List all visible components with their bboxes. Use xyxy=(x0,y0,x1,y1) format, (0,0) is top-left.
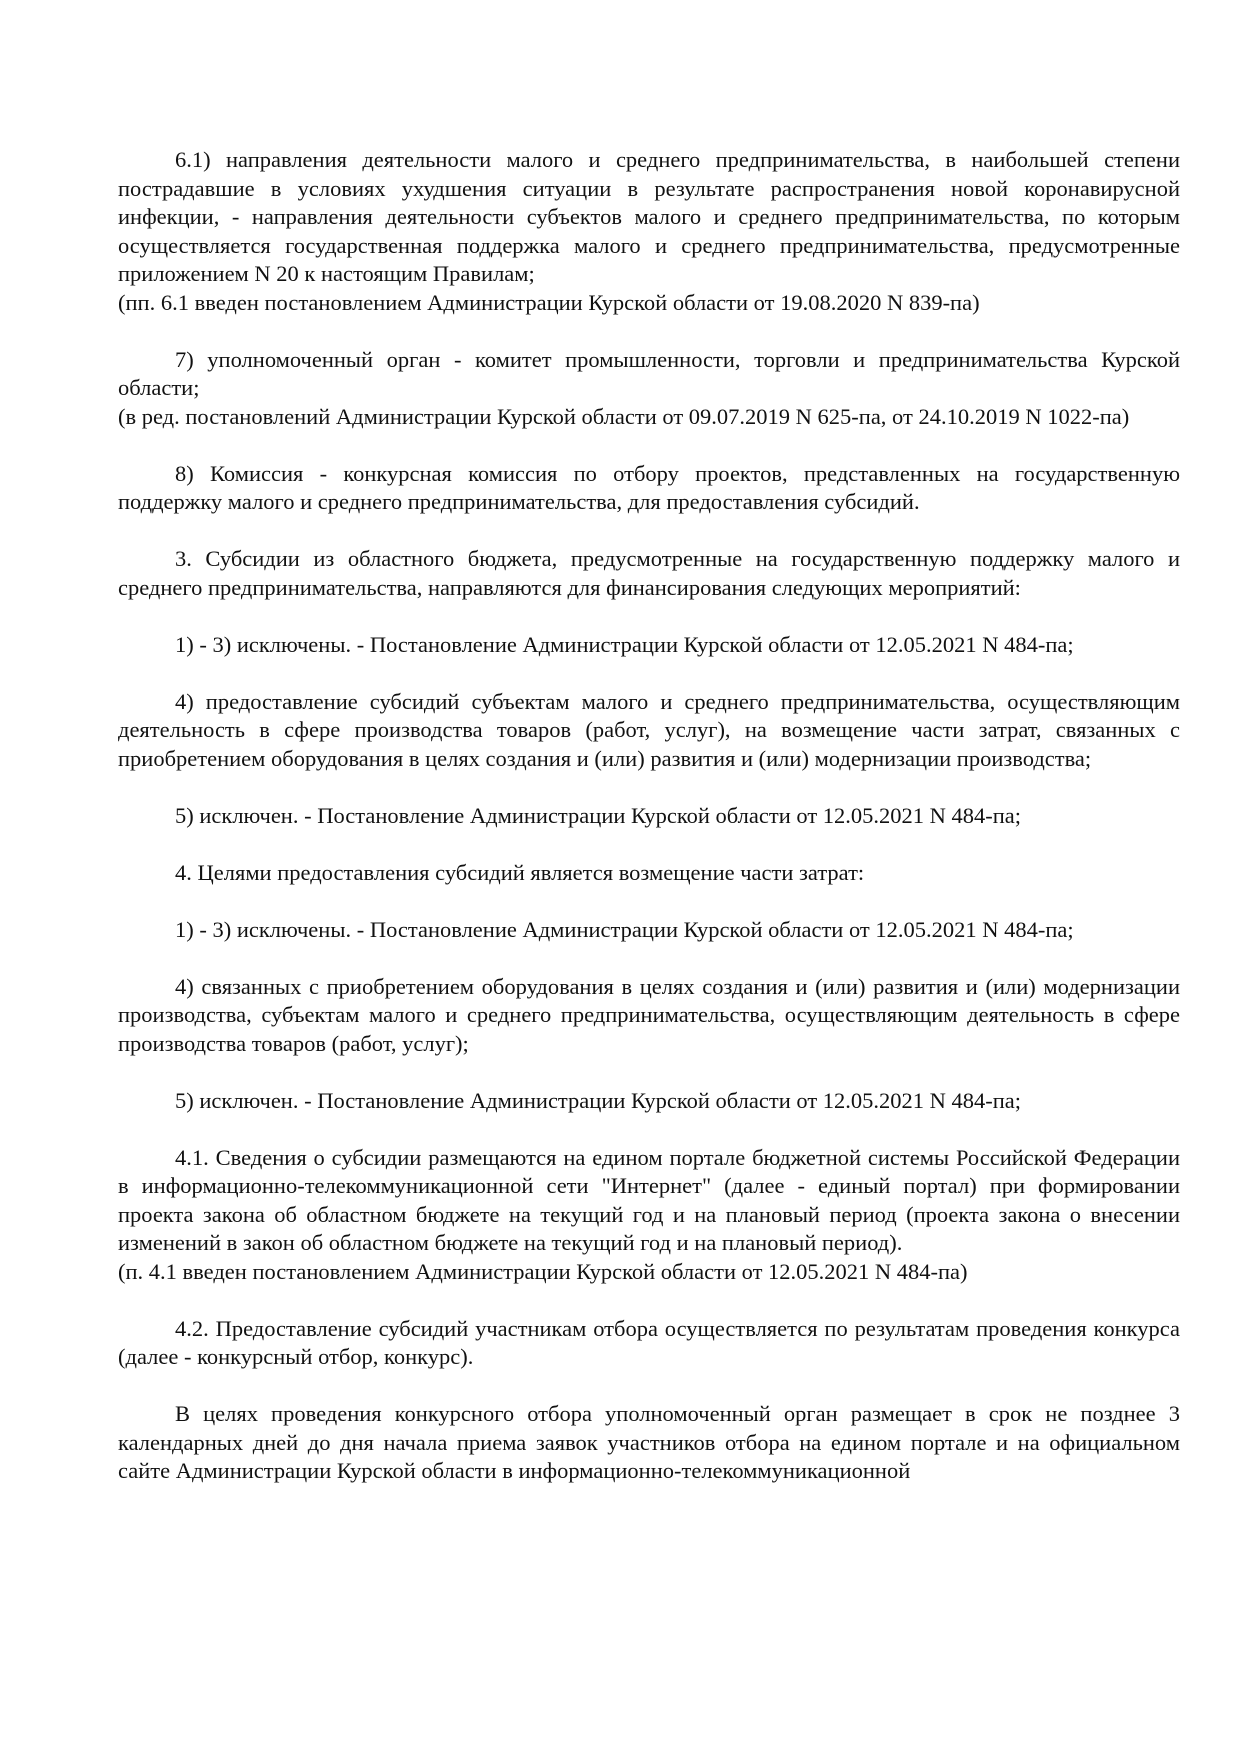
paragraph-4: 4. Целями предоставления субсидий является возмещение части затрат: xyxy=(175,859,865,885)
paragraph-3-items-1-3: 1) - 3) исключены. - Постановление Администрации Курской области от 12.05.2021 N 484-па; xyxy=(175,631,1074,657)
paragraph-4-items-1-3: 1) - 3) исключены. - Постановление Администрации Курской области от 12.05.2021 N 484-па; xyxy=(175,916,1074,942)
paragraph-4-1: 4.1. Сведения о субсидии размещаются на едином портале бюджетной системы Российской Федерации в информационно-телекоммуникационной сети "Интернет" (далее - единый портал) при формировании проекта закона об областном бюджете на текущий год и на плановый период (проекта закона о внесении изменений в закон об областном бюджете на текущий год и на плановый период). xyxy=(118,1144,1180,1255)
paragraph-4-item-4: 4) связанных с приобретением оборудования в целях создания и (или) развития и (или) модернизации производства, субъектам малого и среднего предпринимательства, осуществляющим деятельность в сфере производства товаров (работ, услуг); xyxy=(118,973,1180,1056)
paragraph-3-item-5: 5) исключен. - Постановление Администрации Курской области от 12.05.2021 N 484-па; xyxy=(175,802,1022,828)
amendment-note-4-1: (п. 4.1 введен постановлением Администрации Курской области от 12.05.2021 N 484-па) xyxy=(118,1258,968,1284)
paragraph-4-item-5: 5) исключен. - Постановление Администрации Курской области от 12.05.2021 N 484-па; xyxy=(175,1087,1022,1113)
paragraph-8: 8) Комиссия - конкурсная комиссия по отбору проектов, представленных на государственную поддержку малого и среднего предпринимательства, для предоставления субсидий. xyxy=(118,460,1180,514)
document-page xyxy=(118,146,1180,1486)
paragraph-4-2-continued: В целях проведения конкурсного отбора уполномоченный орган размещает в срок не позднее 3 календарных дней до дня начала приема заявок участников отбора на едином портале и на официальном сайте Администрации Курской области в информационно-телекоммуникационной xyxy=(118,1401,1180,1483)
paragraph-7: 7) уполномоченный орган - комитет промышленности, торговли и предпринимательства Курской области; xyxy=(118,346,1180,400)
paragraph-3-item-4: 4) предоставление субсидий субъектам малого и среднего предпринимательства, осуществляющим деятельность в сфере производства товаров (работ, услуг), на возмещение части затрат, связанных с приобретением оборудования в целях создания и (или) развития и (или) модернизации производства; xyxy=(118,688,1180,771)
paragraph-3: 3. Субсидии из областного бюджета, предусмотренные на государственную поддержку малого и среднего предпринимательства, направляются для финансирования следующих мероприятий: xyxy=(118,546,1180,600)
amendment-note-7: (в ред. постановлений Администрации Курской области от 09.07.2019 N 625-па, от 24.10.2019 N 1022-па) xyxy=(118,403,1130,429)
paragraph-4-2: 4.2. Предоставление субсидий участникам отбора осуществляется по результатам проведения конкурса (далее - конкурсный отбор, конкурс). xyxy=(118,1315,1180,1369)
amendment-note-6-1: (пп. 6.1 введен постановлением Администрации Курской области от 19.08.2020 N 839-па) xyxy=(118,289,980,315)
paragraph-6-1: 6.1) направления деятельности малого и среднего предпринимательства, в наибольшей степени пострадавшие в условиях ухудшения ситуации в результате распространения новой коронавирусной инфекции, - направления деятельности субъектов малого и среднего предпринимательства, по которым осуществляется государственная поддержка малого и среднего предпринимательства, предусмотренные приложением N 20 к настоящим Правилам; xyxy=(118,147,1180,286)
